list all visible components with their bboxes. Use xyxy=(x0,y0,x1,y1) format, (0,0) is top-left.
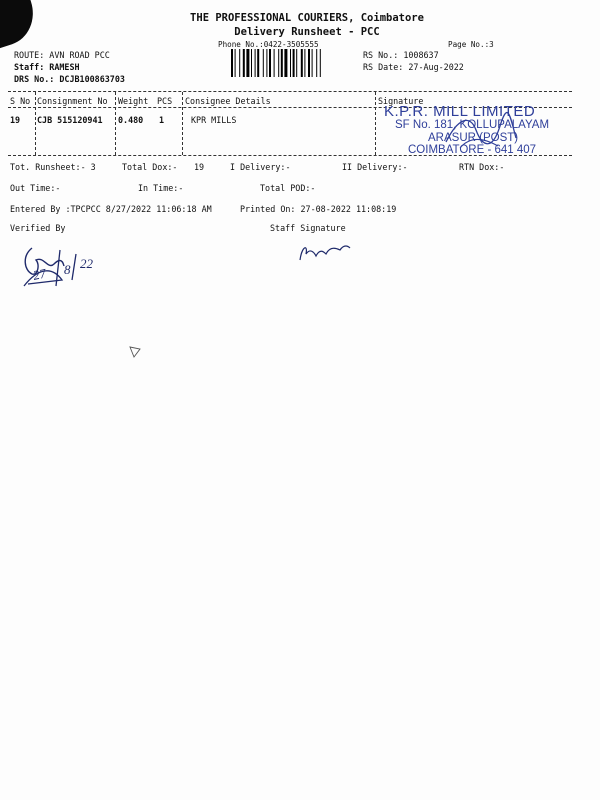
rs-date: RS Date: 27-Aug-2022 xyxy=(363,62,464,72)
stamp-line-4: COIMBATORE - 641 407 xyxy=(408,144,537,156)
staff: Staff: RAMESH xyxy=(14,62,80,72)
tot-runsheet: Tot. Runsheet:- 3 xyxy=(10,162,96,172)
stamp-line-3: ARASUR (POST) xyxy=(428,132,519,144)
staff-signature xyxy=(296,238,352,264)
header-consignment: Consignment No xyxy=(37,96,108,106)
row-sno: 19 xyxy=(10,115,21,125)
col-divider xyxy=(375,92,376,155)
svg-text:22: 22 xyxy=(80,256,93,271)
rtn-dox: RTN Dox:- xyxy=(459,162,505,172)
verified-by-label: Verified By xyxy=(10,223,66,233)
col-divider xyxy=(182,92,183,155)
phone-number: Phone No.:0422-3505555 xyxy=(218,40,319,49)
company-title: THE PROFESSIONAL COURIERS, Coimbatore xyxy=(190,12,424,24)
header-pcs: PCS xyxy=(157,96,173,106)
svg-text:8: 8 xyxy=(64,262,71,277)
row-pcs: 1 xyxy=(159,115,165,125)
header-sno: S No xyxy=(10,96,31,106)
row-consignee: KPR MILLS xyxy=(191,115,237,125)
barcode xyxy=(230,49,356,77)
stamp-line-1: K.P.R. MILL LIMITED xyxy=(384,103,536,120)
stray-mark xyxy=(128,345,144,359)
ii-delivery: II Delivery:- xyxy=(342,162,408,172)
printed-on: Printed On: 27-08-2022 11:08:19 xyxy=(240,204,397,214)
stamp-line-2: SF No. 181, KOLLUPALAYAM xyxy=(395,119,550,131)
table-top-rule xyxy=(8,91,572,92)
row-consignment: CJB 515120941 xyxy=(37,115,103,125)
svg-text:27: 27 xyxy=(31,265,48,283)
rs-number: RS No.: 1008637 xyxy=(363,50,439,60)
col-divider xyxy=(115,92,116,155)
out-time: Out Time:- xyxy=(10,183,61,193)
row-weight: 0.480 xyxy=(118,115,144,125)
i-delivery: I Delivery:- xyxy=(230,162,291,172)
stamp-signature-scribble xyxy=(440,108,520,156)
route: ROUTE: AVN ROAD PCC xyxy=(14,50,110,60)
total-dox-label: Total Dox:- xyxy=(122,162,178,172)
header-consignee: Consignee Details xyxy=(185,96,271,106)
staff-signature-label: Staff Signature xyxy=(270,223,346,233)
col-divider xyxy=(35,92,36,155)
page-number: Page No.:3 xyxy=(448,40,494,49)
entered-by: Entered By :TPCPCC 8/27/2022 11:06:18 AM xyxy=(10,204,212,214)
runsheet-title: Delivery Runsheet - PCC xyxy=(234,26,380,38)
verified-signature xyxy=(18,240,110,292)
total-dox-count: 19 xyxy=(194,162,205,172)
header-weight: Weight xyxy=(118,96,149,106)
in-time: In Time:- xyxy=(138,183,184,193)
drs-number: DRS No.: DCJB100863703 xyxy=(14,74,125,84)
total-pod: Total POD:- xyxy=(260,183,316,193)
header-signature: Signature xyxy=(378,96,424,106)
